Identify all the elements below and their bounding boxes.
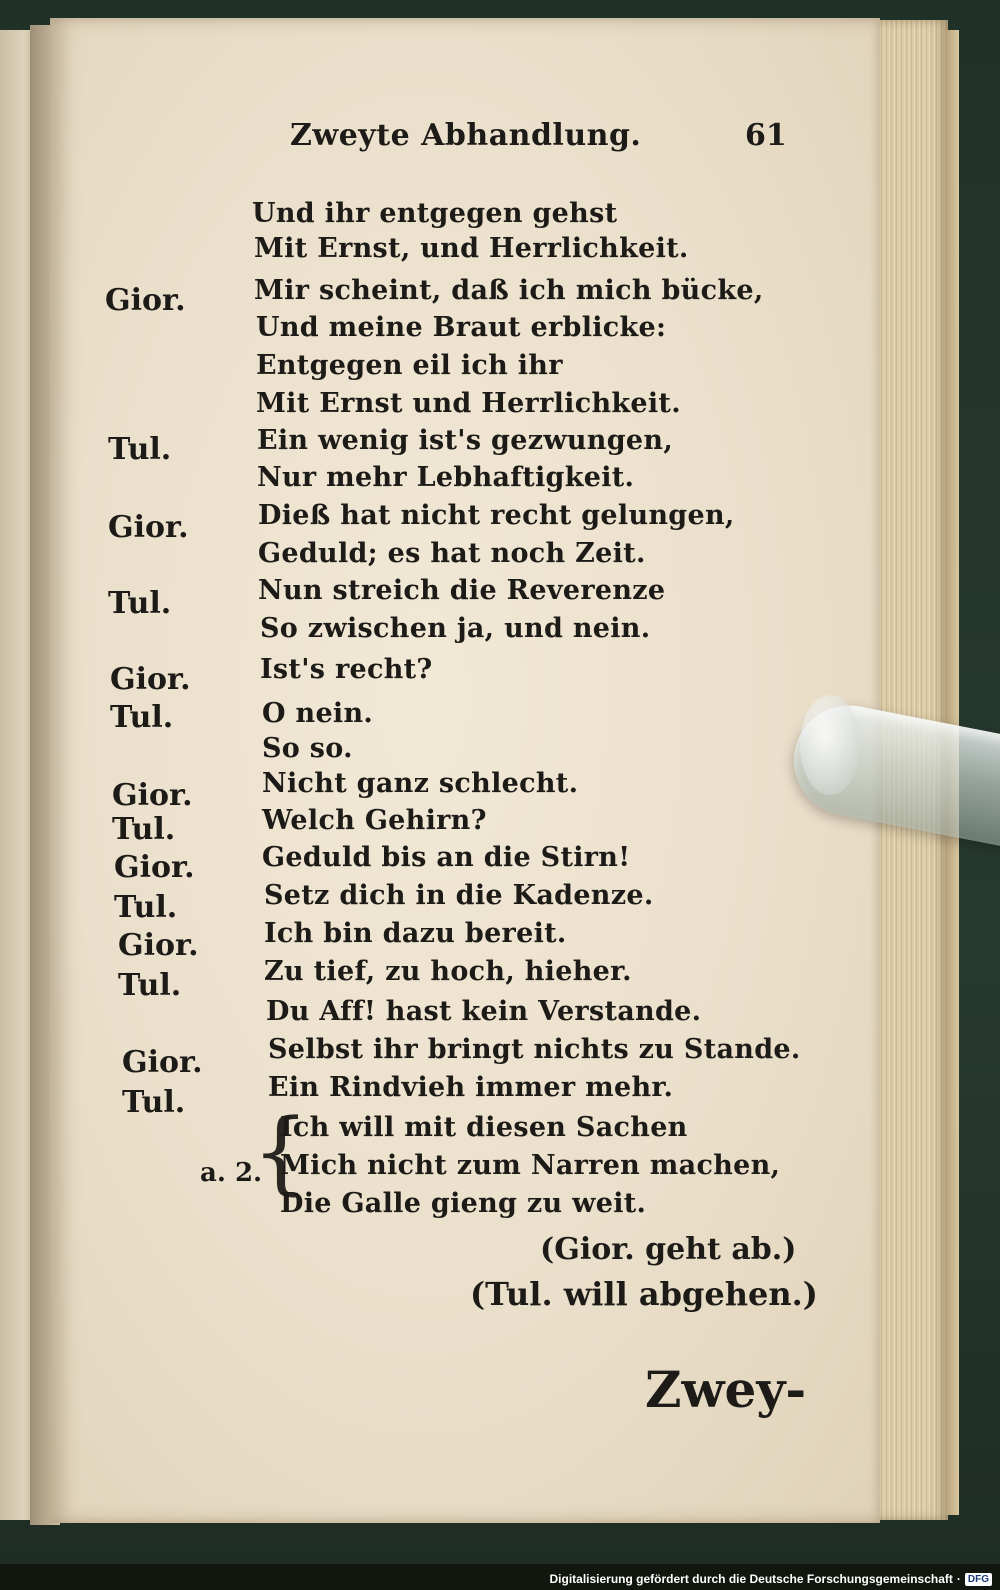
verse-line: Welch Gehirn? [262, 805, 487, 836]
stage-direction: (Gior. geht ab.) [540, 1232, 797, 1267]
speaker-label: Gior. [108, 510, 189, 545]
glass-weight-tip [800, 695, 860, 795]
duet-line: Mich nicht zum Narren machen, [280, 1150, 781, 1181]
stage-direction: (Tul. will abgehen.) [470, 1275, 818, 1313]
verse-line: Mit Ernst, und Herrlichkeit. [254, 233, 689, 264]
verse-line: Entgegen eil ich ihr [256, 350, 563, 381]
verse-line: Und meine Braut erblicke: [256, 312, 667, 343]
verse-line: So zwischen ja, und nein. [260, 613, 651, 644]
verse-line: Geduld; es hat noch Zeit. [258, 538, 646, 569]
speaker-label: Tul. [114, 890, 178, 925]
speaker-label: Gior. [122, 1045, 203, 1080]
verse-line: Ein wenig ist's gezwungen, [257, 425, 674, 456]
dfg-logo-icon: DFG [965, 1573, 992, 1586]
duet-line: Ich will mit diesen Sachen [280, 1112, 688, 1143]
duet-label: a. 2. [200, 1158, 263, 1188]
verse-line: Zu tief, zu hoch, hieher. [264, 956, 632, 987]
speaker-label: Gior. [110, 662, 191, 697]
verse-line: Nun streich die Reverenze [258, 575, 666, 606]
verse-line: So so. [262, 733, 353, 764]
brace-icon: { [252, 1100, 310, 1205]
verse-line: Ist's recht? [260, 654, 433, 685]
speaker-label: Gior. [112, 778, 193, 813]
verse-line: Ich bin dazu bereit. [264, 918, 567, 949]
footer-credit: Digitalisierung gefördert durch die Deutsche Forschungsgemeinschaft [549, 1572, 953, 1586]
speaker-label: Gior. [105, 283, 186, 318]
verse-line: Nicht ganz schlecht. [262, 768, 579, 799]
speaker-label: Tul. [110, 700, 174, 735]
verse-line: Und ihr entgegen gehst [252, 198, 618, 229]
verse-line: Mir scheint, daß ich mich bücke, [254, 275, 764, 306]
verse-line: Dieß hat nicht recht gelungen, [258, 500, 735, 531]
page-number: 61 [745, 118, 787, 153]
verse-line: Ein Rindvieh immer mehr. [268, 1072, 674, 1103]
verse-line: O nein. [262, 698, 374, 729]
footer: Digitalisierung gefördert durch die Deutsche Forschungsgemeinschaft · DFG [549, 1572, 992, 1586]
duet-line: Die Galle gieng zu weit. [280, 1188, 647, 1219]
speaker-label: Tul. [122, 1085, 186, 1120]
verse-line: Mit Ernst und Herrlichkeit. [256, 388, 681, 419]
verse-line: Nur mehr Lebhaftigkeit. [257, 462, 635, 493]
verse-line: Selbst ihr bringt nichts zu Stande. [268, 1034, 801, 1065]
speaker-label: Gior. [114, 850, 195, 885]
verse-line: Geduld bis an die Stirn! [262, 842, 631, 873]
verse-line: Du Aff! hast kein Verstande. [266, 996, 702, 1027]
running-title: Zweyte Abhandlung. [290, 118, 642, 153]
speaker-label: Tul. [118, 968, 182, 1003]
speaker-label: Tul. [108, 432, 172, 467]
speaker-label: Gior. [118, 928, 199, 963]
speaker-label: Tul. [112, 812, 176, 847]
speaker-label: Tul. [108, 586, 172, 621]
verse-line: Setz dich in die Kadenze. [264, 880, 654, 911]
catchword: Zwey- [645, 1360, 807, 1419]
